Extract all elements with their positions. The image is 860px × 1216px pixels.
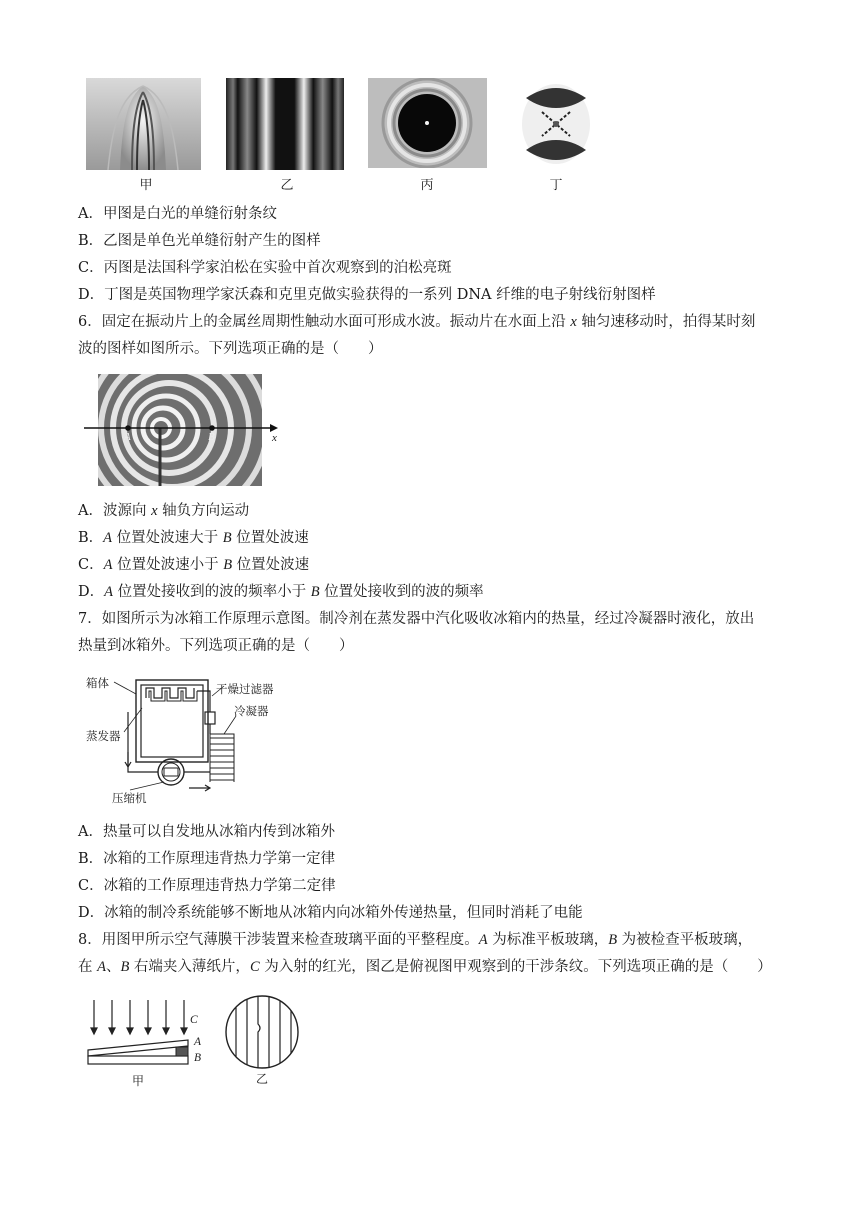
q7-label-condenser: 冷凝器 [234, 704, 269, 718]
q8-figure-jia [84, 996, 214, 1088]
q5-figure-ding [512, 78, 600, 170]
q8-label-c: C [190, 1014, 198, 1026]
q5-option-c: C．丙图是法国科学家泊松在实验中首次观察到的泊松亮斑 [78, 260, 452, 276]
q6-label-x: x [272, 432, 277, 444]
q7-refrigerator-figure [84, 672, 284, 808]
q7-option-b: B．冰箱的工作原理违背热力学第一定律 [78, 851, 336, 867]
q8-stem-line1: 8．用图甲所示空气薄膜干涉装置来检查玻璃平面的平整程度。A 为标准平板玻璃，B 为被检查平板玻璃， [78, 932, 753, 948]
q6-stem-line2: 波的图样如图所示。下列选项正确的是（ ） [78, 341, 383, 357]
q7-option-d: D．冰箱的制冷系统能够不断地从冰箱内向冰箱外传递热量，但同时消耗了电能 [78, 905, 583, 921]
q8-label-a: A [194, 1036, 202, 1048]
q5-figure-jia [86, 78, 201, 170]
q7-label-filter: 干燥过滤器 [216, 682, 274, 696]
q6-option-c: C．A 位置处波速小于 B 位置处波速 [78, 557, 310, 573]
q7-label-evaporator: 蒸发器 [86, 729, 121, 743]
q6-option-b: B．A 位置处波速大于 B 位置处波速 [78, 530, 309, 546]
q8-caption-jia: 甲 [132, 1074, 145, 1088]
caption-bing: 丙 [420, 178, 434, 193]
q7-label-compressor: 压缩机 [112, 791, 147, 805]
q5-option-b: B．乙图是单色光单缝衍射产生的图样 [78, 233, 321, 249]
q7-option-c: C．冰箱的工作原理违背热力学第二定律 [78, 878, 336, 894]
q6-label-b: B [208, 431, 215, 443]
caption-yi: 乙 [280, 178, 294, 193]
q6-stem-line1: 6．固定在振动片上的金属丝周期性触动水面可形成水波。振动片在水面上沿 x 轴匀速移动时，拍得某时刻 [78, 314, 756, 330]
q6-label-a: A [124, 431, 131, 443]
q8-caption-yi: 乙 [256, 1072, 269, 1086]
q6-option-a: A．波源向 x 轴负方向运动 [78, 503, 250, 519]
q5-option-d: D．丁图是英国物理学家沃森和克里克做实验获得的一系列 DNA 纤维的电子射线衍射图样 [78, 287, 656, 303]
q8-figure-yi [222, 994, 304, 1088]
q6-water-wave-figure [84, 374, 284, 486]
q5-option-a: A．甲图是白光的单缝衍射条纹 [78, 206, 277, 222]
q7-stem-line1: 7．如图所示为冰箱工作原理示意图。制冷剂在蒸发器中汽化吸收冰箱内的热量，经过冷凝器时液化，放出 [78, 611, 755, 627]
q7-label-box: 箱体 [86, 676, 109, 690]
q7-stem-line2: 热量到冰箱外。下列选项正确的是（ ） [78, 638, 354, 654]
q8-label-b: B [194, 1052, 202, 1064]
q7-option-a: A．热量可以自发地从冰箱内传到冰箱外 [78, 824, 335, 840]
caption-ding: 丁 [549, 178, 563, 193]
q5-figure-yi [226, 78, 344, 170]
q5-figure-bing [368, 78, 487, 168]
q8-stem-line2: 在 A、B 右端夹入薄纸片，C 为入射的红光，图乙是俯视图甲观察到的干涉条纹。下列选项正确的是（ ） [78, 959, 772, 975]
q6-option-d: D．A 位置处接收到的波的频率小于 B 位置处接收到的波的频率 [78, 584, 484, 600]
caption-jia: 甲 [139, 178, 153, 193]
